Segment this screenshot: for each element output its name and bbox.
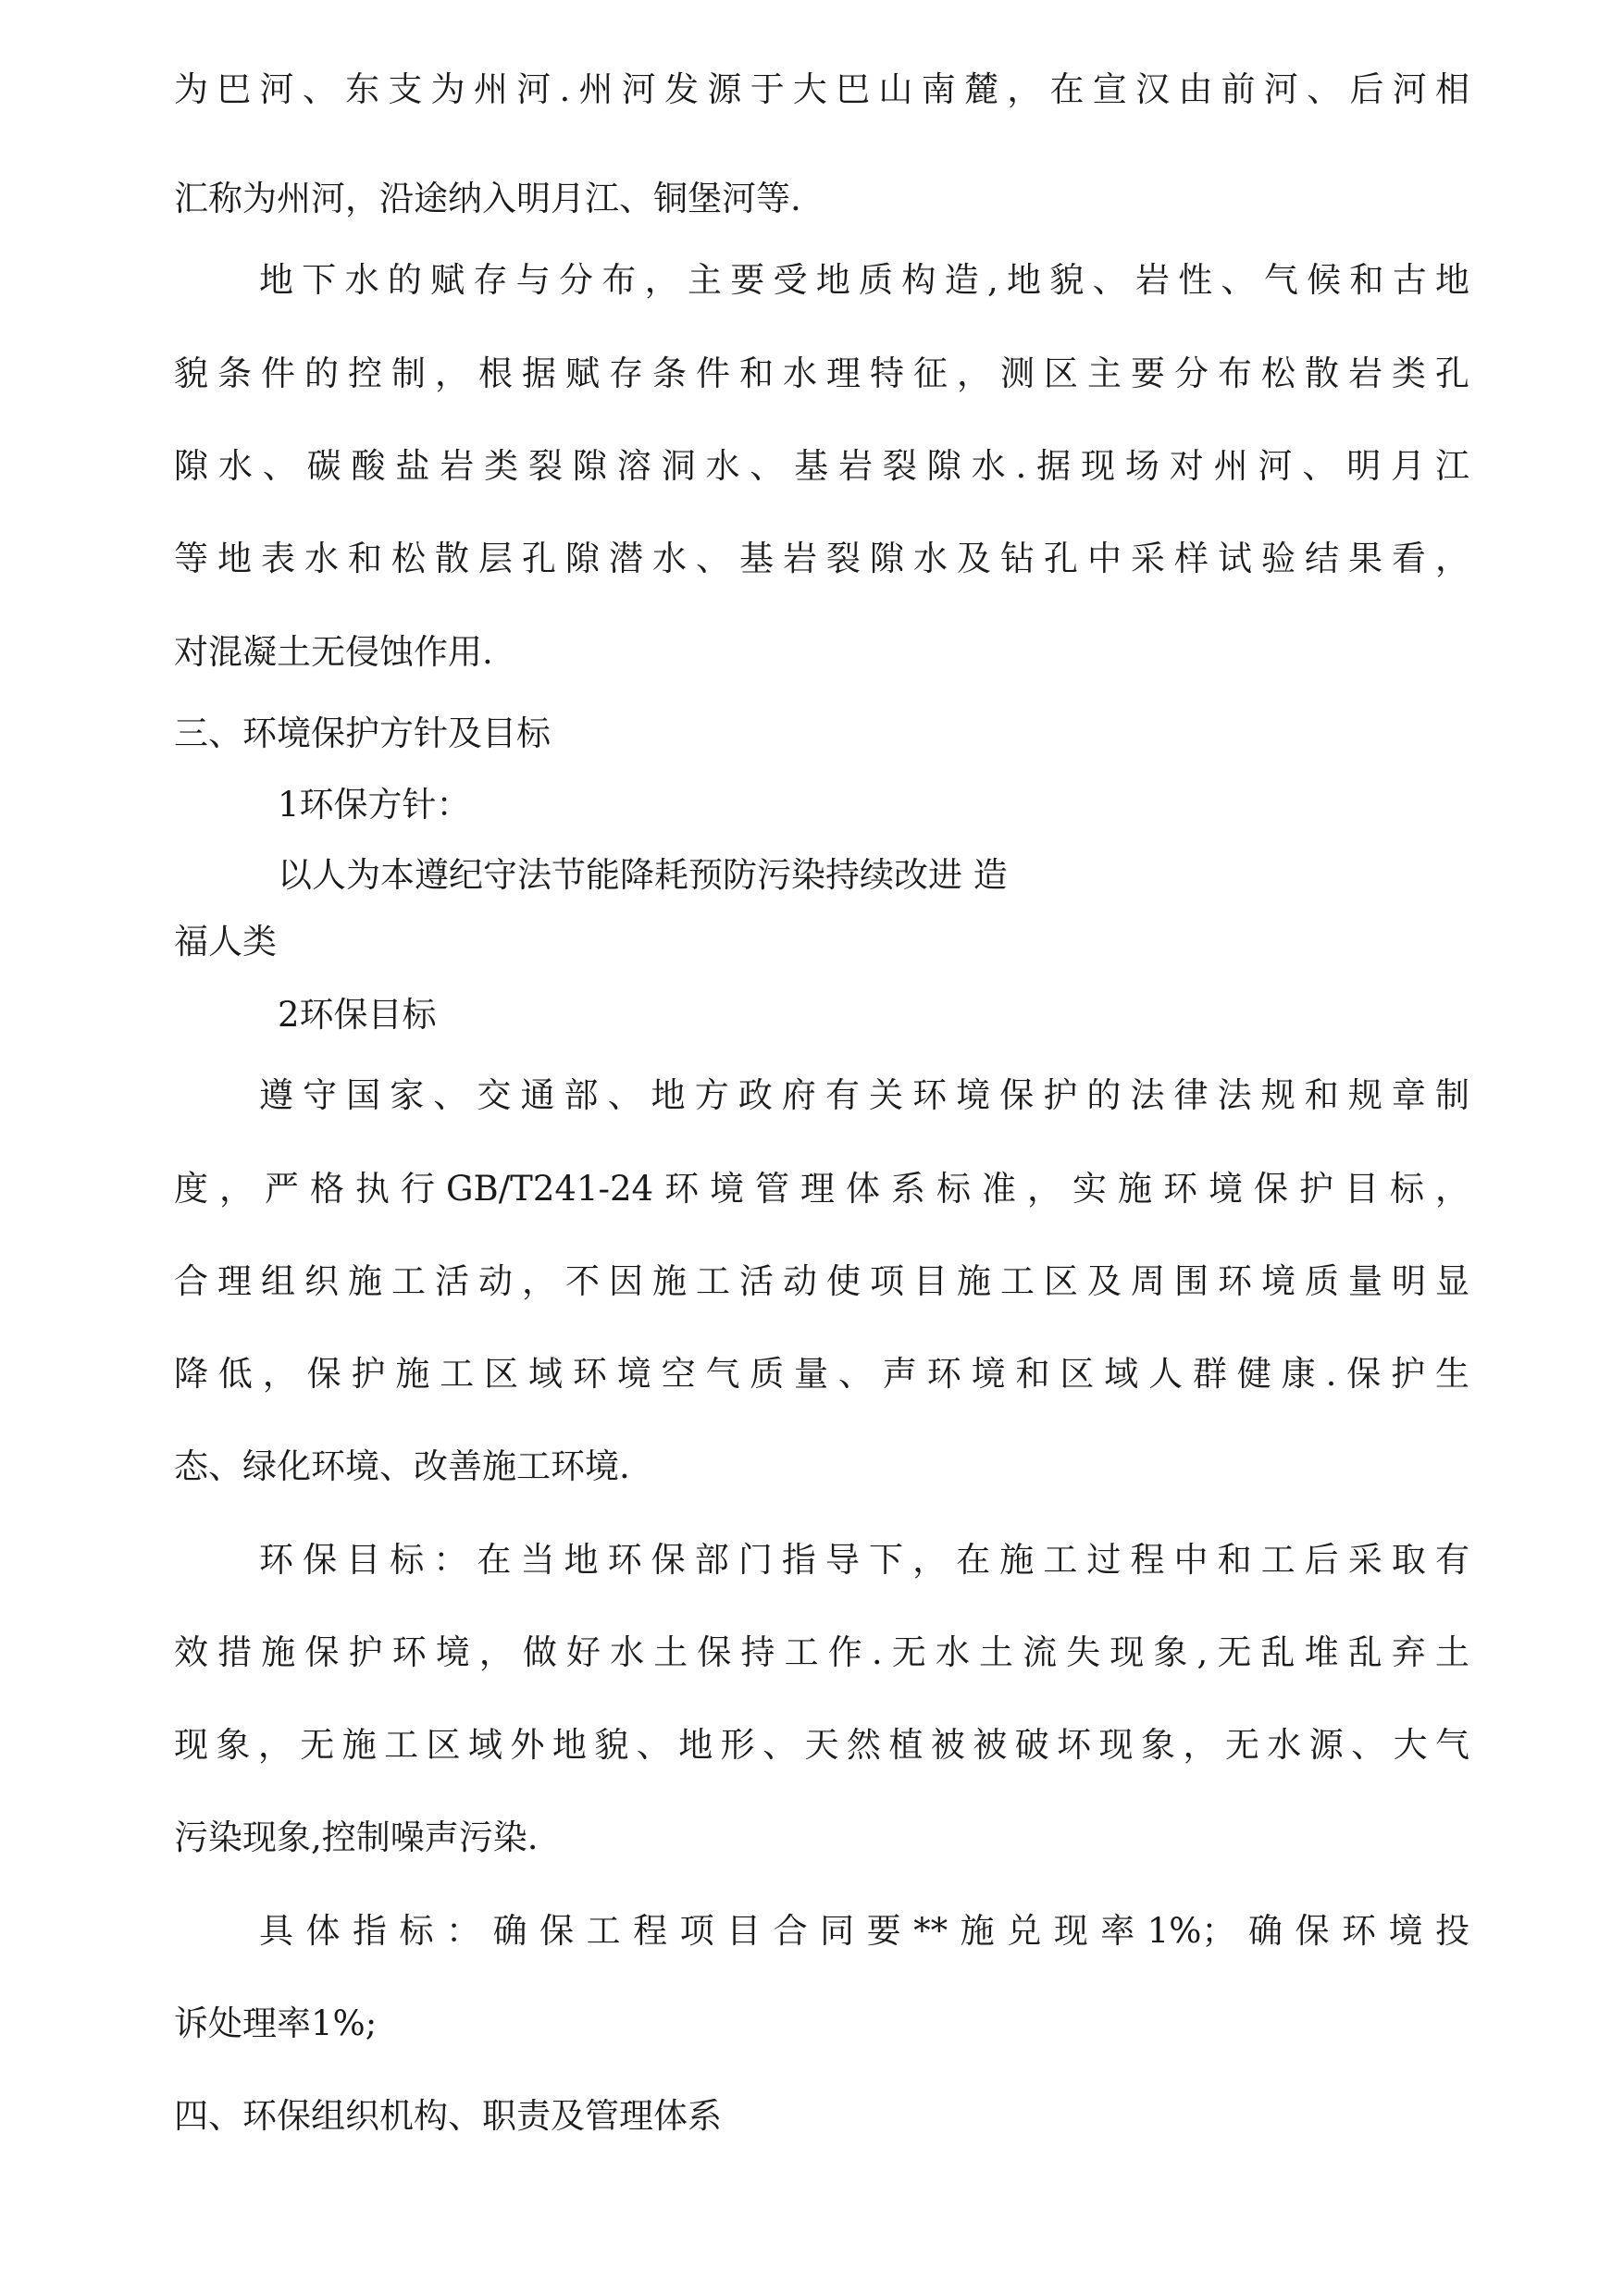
text-line: 降低，保护施工区域环境空气质量、声环境和区域人群健康.保护生 (174, 1354, 1469, 1394)
text-line: 隙水、碳酸盐岩类裂隙溶洞水、基岩裂隙水.据现场对州河、明月江 (174, 446, 1469, 486)
text-line: 福人类 (174, 922, 277, 961)
text-line: 现象，无施工区域外地貌、地形、天然植被被破坏现象，无水源、大气 (174, 1725, 1469, 1765)
subsection-heading: 1环保方针： (278, 785, 471, 825)
text-line: 合理组织施工活动，不因施工活动使项目施工区及周围环境质量明显 (174, 1261, 1469, 1301)
text-line: 具体指标：确保工程项目合同要**施兑现率1%；确保环境投 (259, 1911, 1469, 1951)
text-line: 诉处理率1%; (174, 2003, 378, 2043)
text-line: 对混凝土无侵蚀作用. (174, 632, 493, 672)
text-line: 以人为本遵纪守法节能降耗预防污染持续改进 造 (278, 855, 1008, 895)
text-line: 环保目标：在当地环保部门指导下，在施工过程中和工后采取有 (259, 1540, 1469, 1580)
section-heading: 三、环境保护方针及目标 (174, 713, 551, 753)
text-line: 貌条件的控制，根据赋存条件和水理特征，测区主要分布松散岩类孔 (174, 354, 1469, 393)
text-line: 等地表水和松散层孔隙潜水、基岩裂隙水及钻孔中采样试验结果看， (174, 539, 1469, 578)
subsection-heading: 2环保目标 (278, 995, 437, 1035)
text-line: 汇称为州河，沿途纳入明月江、铜堡河等. (174, 179, 801, 218)
text-line: 效措施保护环境，做好水土保持工作.无水土流失现象,无乱堆乱弃土 (174, 1632, 1469, 1672)
text-line: 为巴河、东支为州河.州河发源于大巴山南麓，在宣汉由前河、后河相 (174, 69, 1469, 109)
section-heading: 四、环保组织机构、职责及管理体系 (174, 2096, 722, 2136)
text-line: 态、绿化环境、改善施工环境. (174, 1446, 630, 1486)
text-line: 度，严格执行GB/T241-24环境管理体系标准，实施环境保护目标， (174, 1169, 1469, 1209)
text-line: 污染现象,控制噪声污染. (174, 1817, 539, 1857)
text-line: 地下水的赋存与分布，主要受地质构造,地貌、岩性、气候和古地 (259, 260, 1469, 300)
text-line: 遵守国家、交通部、地方政府有关环境保护的法律法规和规章制 (259, 1075, 1469, 1115)
